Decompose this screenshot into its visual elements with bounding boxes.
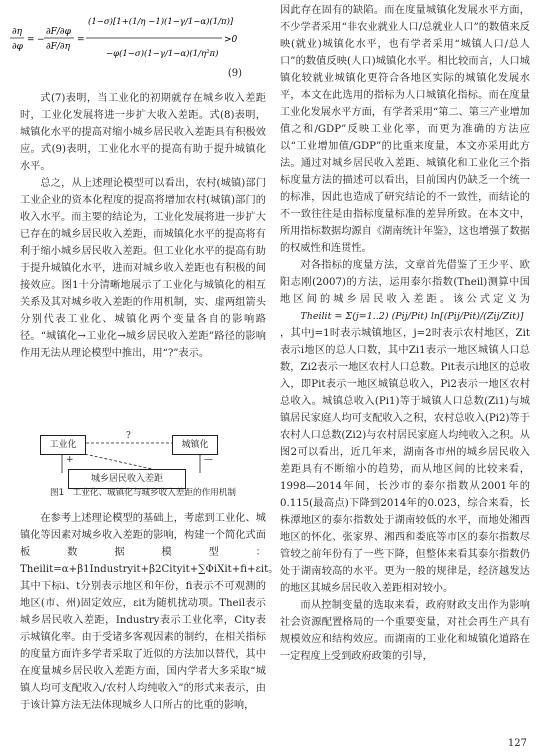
svg-text:>0: >0 — [224, 35, 238, 45]
right-paragraph-2-text: 对各指标的度量方法，文章首先借鉴了王少平、欧阳志刚(2007)的方法，运用泰尔指数(Theil)测算中国地区间的城乡居民收入差距。该公式定义为 — [280, 260, 530, 305]
industry-box: 工业化 — [40, 435, 86, 455]
question-mark-label: ? — [126, 431, 131, 441]
right-paragraph-1: 因此存在固有的缺陷。而在度量城镇化发展水平方面，不少学者采用“非农业就业人口/总就业人口”的数值来反映(就业)城镇化水平，也有学者采用“城镇人口/总人口”的数值反映(人口)城镇化水平。相比较而言，人口城镇化较就业城镇化更符合各地区实际的城镇化发展水平，本文在此选用的指标为人口城镇化指标。而在度量工业化发展水平方面，有学者采用“第二、第三产业增加值之和/GDP”反映工业化率，而更为准确的方法应以“工业增加值/GDP”的比重来度量，本文亦采用此方法。通过对城乡居民收入差距、城镇化和工业化三个指标度量方法的描述可以看出，目前国内仍缺乏一个统一的标准，因此也造成了研究结论的不一致性，而结论的不一致往往是由指标度量标准的差异所致。在本文中，所用指标数据均源自《湖南统计年鉴》，这也增强了数据的权威性和连贯性。 — [280, 5, 530, 254]
svg-text:∂η: ∂η — [12, 27, 23, 37]
svg-text:∂F/∂η: ∂F/∂η — [46, 42, 70, 52]
svg-text:=: = — [77, 35, 85, 45]
left-paragraph-1: 式(7)表明，当工业化的初期就存在城乡收入差距时，工业化发展将进一步扩大收入差距。式(8)表明，城镇化水平的提高对缩小城乡居民收入差距具有积极效应。式(9)表明，工业化水平的提高有助于提升城镇化水平。 — [20, 93, 266, 172]
left-column-lower — [20, 510, 279, 714]
plus-label: + — [66, 455, 74, 465]
right-paragraph-2 — [280, 257, 530, 597]
right-column — [280, 2, 530, 665]
right-paragraph-3: 而从控制变量的选取来看，政府财政支出作为影响社会资源配置格局的一个重要变量，对社会再生产具有规模效应和结构效应。而湖南的工业化和城镇化道路在一定程度上受到政府政策的引导， — [280, 600, 530, 662]
svg-text:∂F/∂φ: ∂F/∂φ — [46, 27, 71, 37]
left-column — [20, 90, 266, 362]
svg-text:=: = — [27, 35, 35, 45]
svg-text:∂φ: ∂φ — [12, 42, 23, 52]
right-paragraph-2-continued: ，其中j=1时表示城镇地区，j=2时表示农村地区，Zit表示i地区的总人口数，其中Zi1表示一地区城镇人口总数，Zi2表示一地区农村人口总数。Pit表示i地区的总收入，即Pit表示一地区城镇总收入，Pi2表示一地区农村总收入。城镇总收入(Pi1)等于城镇人口总数(Zi1)与城镇居民家庭人均可支配收入之积，农村总收入(Pi2)等于农村人口总数(Zi2)与农村居民家庭人均纯收入之积。从图2可以看出，近几年来，湖南各市州的城乡居民收入差距具有不断缩小的趋势，而从地区间的比较来看，1998—2014年间，长沙市的泰尔指数从2001年的0.115(最高点)下降到2014年的0.023，综合来看，长株潭地区的泰尔指数处于湖南较低的水平，而地处湘西地区的怀化、张家界、湘西和娄底等市区的泰尔指数尽管较之前年份有了一些下降，但整体来看其泰尔指数仍处于湖南较高的水平。更为一般的规律是，经济越发达的地区其城乡居民收入差距相对较小。 — [280, 328, 530, 594]
equation-number: (9) — [227, 68, 242, 79]
svg-text:−: − — [37, 35, 45, 45]
svg-text:(1−σ)[1+(1/η −1)(1−γ/1−α)(1/π): (1−σ)[1+(1/η −1)(1−γ/1−α)(1/π)] — [88, 17, 234, 27]
equation-9-graphic — [10, 4, 246, 76]
minus-label: — — [204, 455, 213, 465]
left-paragraph-3: 在参考上述理论模型的基础上，考虑到工业化、城镇化等因素对城乡收入差距的影响，构建一个简化式面板数据模型：Theilit=α+β1Industryit+β2Cityit+∑ΦiXit+fi+εit。其中下标i、t分别表示地区和年份，fi表示不可观测的地区(市、州)固定效应，εit为随机扰动项。Theil表示城乡居民收入差距，Industry表示工业化率，City表示城镇化率。由于受诸多客观因素的制约，在相关指标的度量方面许多学者采取了近似的方法加以替代，其中在度量城乡居民收入差距方面，国内学者大多采取“城镇人均可支配收入/农村人均纯收入”的形式来表示，由于该计算方法无法体现城乡人口所占的比重的影响， — [20, 513, 279, 711]
income-gap-box: 城乡居民收入差距 — [68, 469, 186, 489]
theil-formula: Theilit = Σ(j=1..2) (Pij/Pit) ln[(Pij/Pit)/(Zij/Zit)] — [300, 311, 524, 322]
urban-box: 城镇化 — [172, 435, 218, 455]
page-number: 127 — [507, 738, 527, 749]
svg-text:−φ(1−σ)(1−γ/1−α)(1/η²π): −φ(1−σ)(1−γ/1−α)(1/η²π) — [106, 49, 219, 59]
equation-9 — [10, 4, 246, 88]
figure-1-caption: 图1 工业化、城镇化与城乡收入差距的作用机制 — [50, 488, 236, 498]
figure-1-diagram — [40, 431, 230, 493]
left-paragraph-2: 总之，从上述理论模型可以看出，农村(城镇)部门工业企业的资本化程度的提高将增加农村(城镇)部门的收入水平。而主要的结论为，工业化发展将进一步扩大已存在的城乡居民收入差距，而城镇化水平的提高将有利于缩小城乡居民收入差距。但工业化水平的提高有助于提升城镇化水平，进而对城乡收入差距也有积极的间接效应。图1十分清晰地展示了工业化与城镇化的相互关系及其对城乡收入差距的作用机制，实、虚两组箭头分别代表工业化、城镇化两个变量各自的影响路径。“城镇化→工业化→城乡居民收入差距”路径的影响作用无法从理论模型中推出，用“?”表示。 — [20, 178, 266, 359]
